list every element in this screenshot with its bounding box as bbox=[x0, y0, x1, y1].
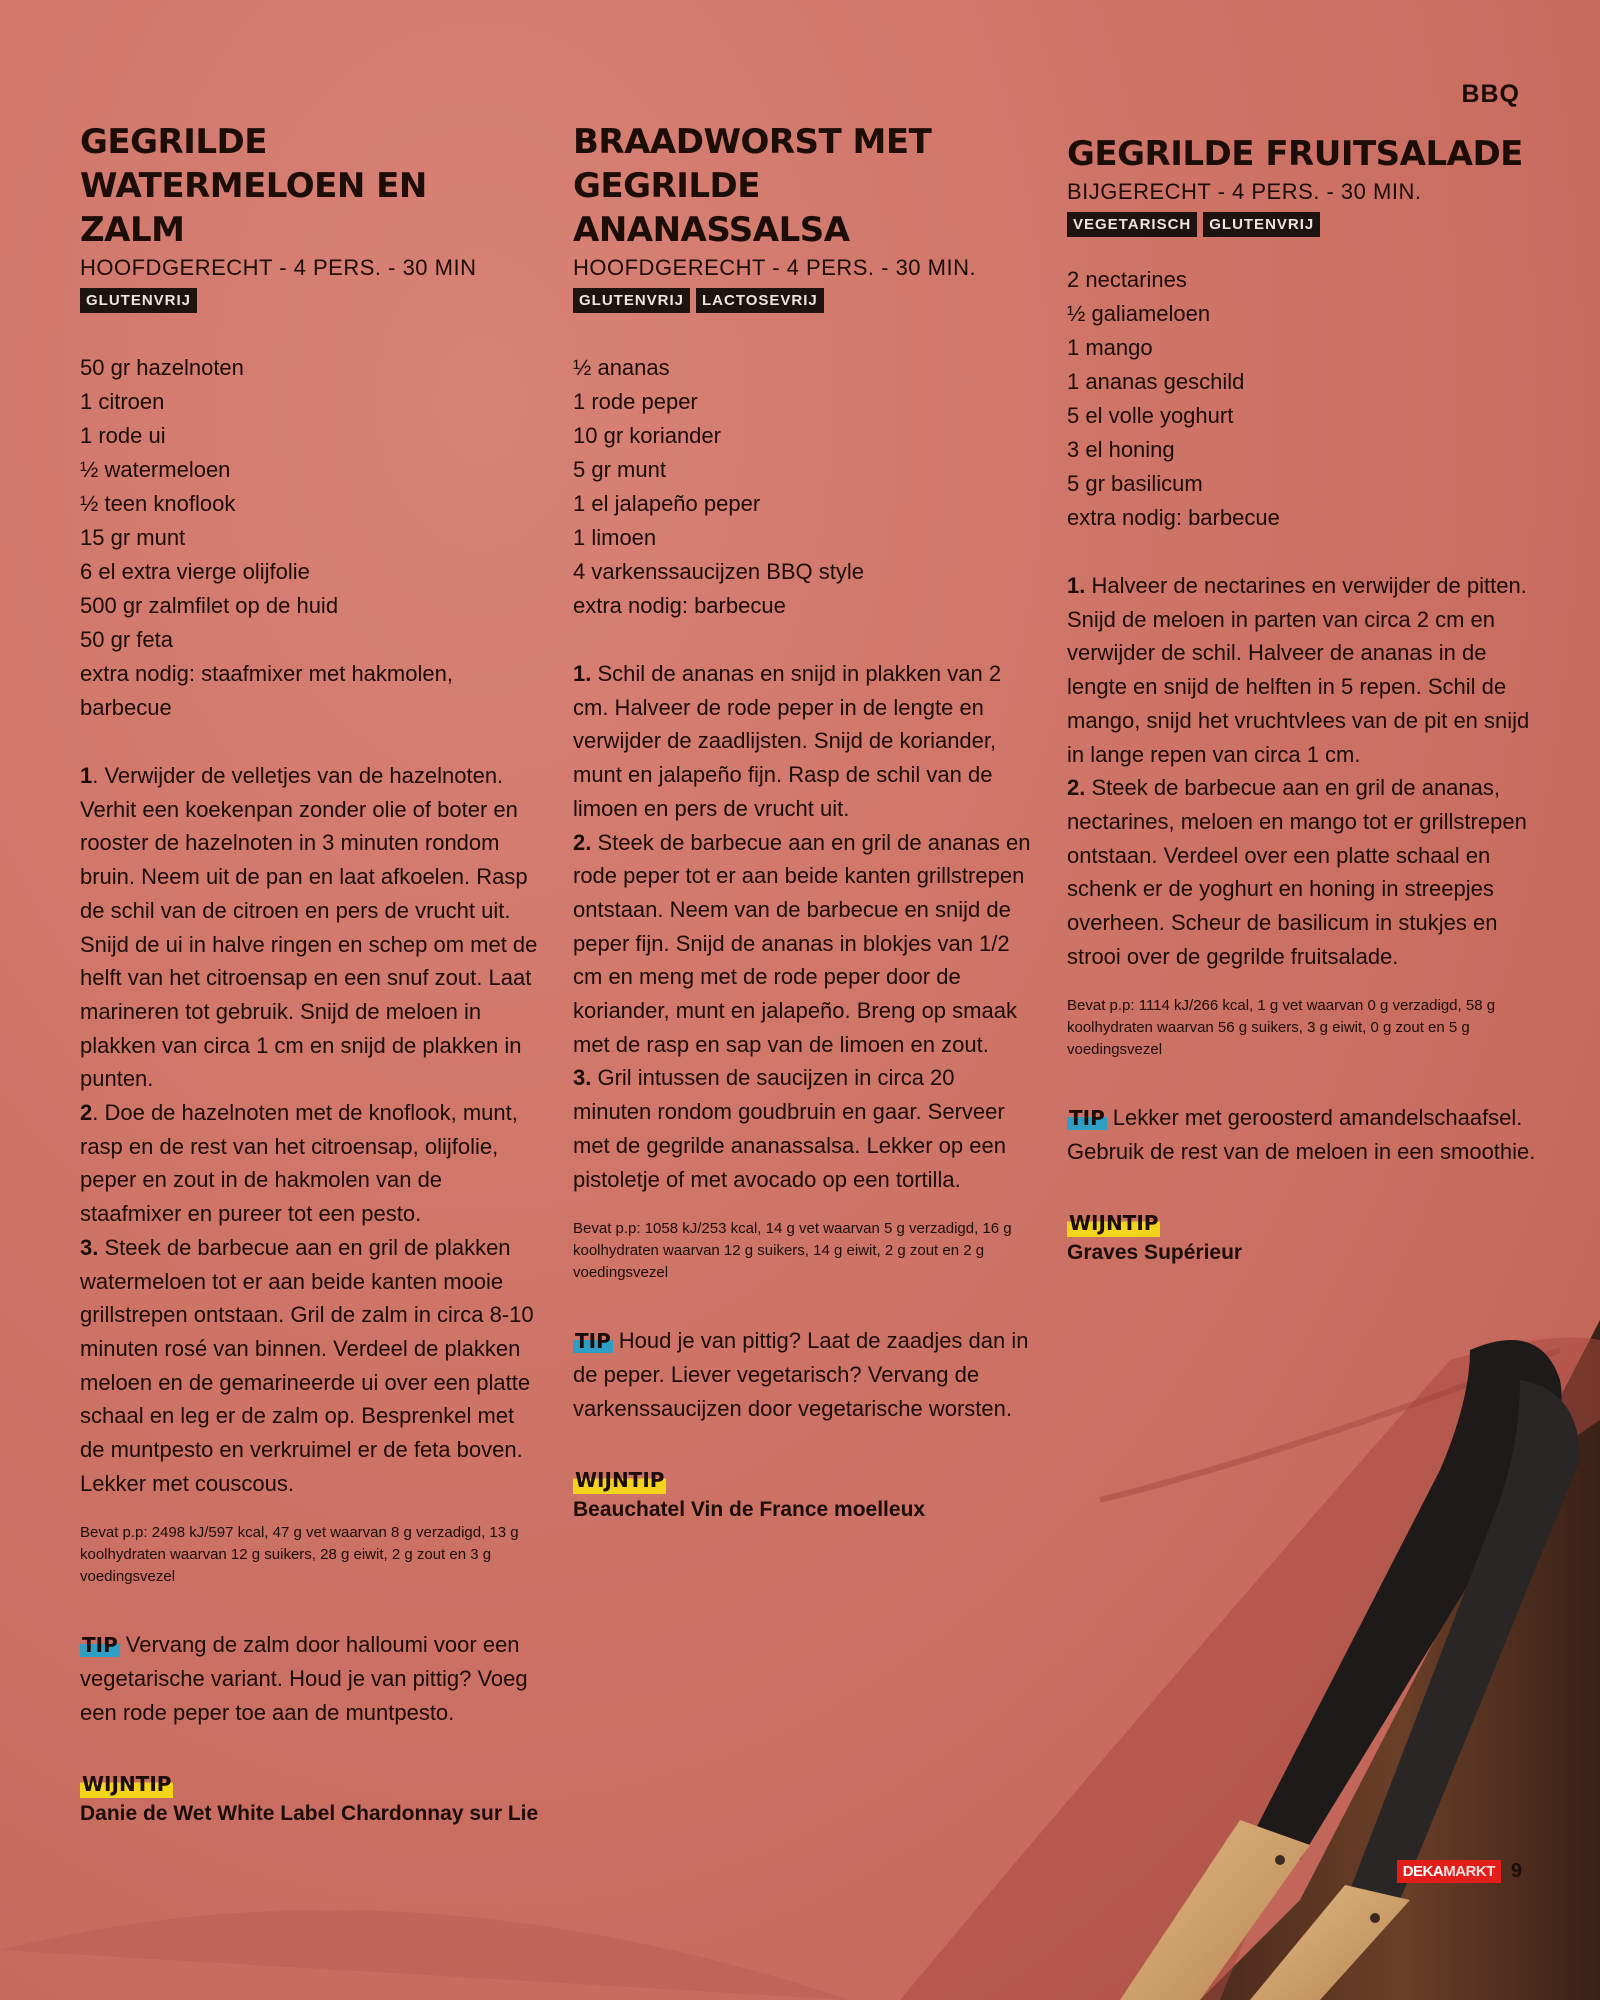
step bbox=[80, 1096, 540, 1231]
step bbox=[573, 657, 1033, 826]
preparation-steps bbox=[80, 759, 540, 1500]
preparation-steps bbox=[573, 657, 1033, 1196]
ingredient-list bbox=[80, 351, 540, 725]
step-text: Steek de barbecue aan en gril de ananas, nectarines, meloen en mango tot er grillstrepen ontstaan. Verdeel over een platte schaal en schenk er de yoghurt en honing in streepjes overheen. Scheur de basilicum in stukjes en strooi over de gegrilde fruitsalade. bbox=[1067, 775, 1527, 969]
step-number: 3. bbox=[573, 1065, 592, 1091]
ingredient-item: extra nodig: staafmixer met hakmolen, barbecue bbox=[80, 661, 453, 720]
step-text: . Verwijder de velletjes van de hazelnoten. Verhit een koekenpan zonder olie of boter en rooster de hazelnoten in 3 minuten rondom bruin. Neem uit de pan en laat afkoelen. Rasp de schil van de citroen en pers de vrucht uit. Snijd de ui in halve ringen en schep om met de helft van het citroensap en een snuf zout. Laat marineren tot gebruik. Snijd de meloen in plakken van circa 1 cm en snijd de plakken in punten. bbox=[80, 763, 538, 1092]
tip bbox=[80, 1628, 540, 1730]
step-number: 3. bbox=[80, 1234, 99, 1260]
recipe-subtitle: HOOFDGERECHT - 4 PERS. - 30 MIN. bbox=[573, 255, 977, 280]
recipe-title bbox=[1067, 132, 1537, 176]
recipe-title-line: GEGRILDE ANANASSALSA bbox=[573, 166, 850, 250]
ingredient-item: extra nodig: barbecue bbox=[1067, 505, 1280, 530]
ingredient-item: 1 ananas geschild bbox=[1067, 369, 1245, 394]
wine-name: Beauchatel Vin de France moelleux bbox=[573, 1498, 926, 1522]
recipe-tags bbox=[80, 288, 540, 313]
step-number: 2. bbox=[1067, 775, 1086, 801]
ingredient-item: 4 varkenssaucijzen BBQ style bbox=[573, 559, 865, 584]
step-text: Steek de barbecue aan en gril de plakken watermeloen tot er aan beide kanten mooie grillstrepen ontstaan. Gril de zalm in circa 8-10 minuten rosé van binnen. Verdeel de plakken meloen en de gemarineerde ui over een platte schaal en leg er de zalm op. Besprenkel met de muntpesto en verkruimel er de feta boven. Lekker met couscous. bbox=[80, 1234, 534, 1496]
step-number: 2 bbox=[80, 1100, 93, 1126]
wine-tip bbox=[1067, 1209, 1537, 1269]
step bbox=[573, 826, 1033, 1062]
tip-text: Lekker met geroosterd amandelschaafsel. Gebruik de rest van de meloen in een smoothie. bbox=[1067, 1105, 1536, 1165]
ingredient-item: extra nodig: barbecue bbox=[573, 593, 786, 618]
ingredient-list bbox=[573, 351, 1033, 623]
step-text: Steek de barbecue aan en gril de ananas en rode peper tot er aan beide kanten grillstrepen ontstaan. Neem van de barbecue en snijd de peper fijn. Snijd de ananas in blokjes van 1/2 cm en meng met de rode peper door de koriander, munt en jalapeño. Breng op smaak met de rasp en sap van de limoen en zout. bbox=[573, 829, 1031, 1057]
tip bbox=[573, 1324, 1033, 1426]
recipe-title bbox=[80, 120, 540, 252]
step-text: . Doe de hazelnoten met de knoflook, munt, rasp en de rest van het citroensap, olijfolie, peper en zout in de hakmolen van de staafmixer en pureer tot een pesto. bbox=[80, 1100, 518, 1227]
ingredient-list bbox=[1067, 263, 1537, 535]
tag-badge: GLUTENVRIJ bbox=[1203, 212, 1320, 237]
recipe-title-line: GEGRILDE bbox=[80, 122, 267, 162]
step-text: Schil de ananas en snijd in plakken van 2 cm. Halveer de rode peper in de lengte en verwijder de zaadlijsten. Snijd de koriander, munt en jalapeño fijn. Rasp de schil van de limoen en pers de vrucht uit. bbox=[573, 661, 1002, 821]
tag-badge: VEGETARISCH bbox=[1067, 212, 1197, 237]
step bbox=[1067, 771, 1537, 973]
logo-text-deka: DEKA bbox=[1402, 1863, 1444, 1880]
logo-text-markt: MARKT bbox=[1443, 1863, 1495, 1880]
step bbox=[573, 1061, 1033, 1196]
recipe-tags bbox=[1067, 212, 1537, 237]
tip-text: Vervang de zalm door halloumi voor een vegetarische variant. Houd je van pittig? Voeg een rode peper toe aan de muntpesto. bbox=[80, 1632, 528, 1726]
ingredient-item: 50 gr feta bbox=[80, 627, 173, 652]
step-number: 2. bbox=[573, 829, 592, 855]
preparation-steps bbox=[1067, 569, 1537, 973]
step-number: 1. bbox=[573, 661, 592, 686]
step bbox=[80, 1231, 540, 1501]
ingredient-item: 6 el extra vierge olijfolie bbox=[80, 559, 310, 584]
ingredient-item: 1 citroen bbox=[80, 389, 165, 414]
ingredient-item: 3 el honing bbox=[1067, 437, 1175, 462]
nutrition-info: Bevat p.p: 1058 kJ/253 kcal, 14 g vet waarvan 5 g verzadigd, 16 g koolhydraten waarvan 12 g suikers, 14 g eiwit, 2 g zout en 2 g voedingsvezel bbox=[573, 1220, 1012, 1282]
dekamarkt-logo bbox=[1397, 1860, 1501, 1883]
tip-label: TIP bbox=[575, 1329, 611, 1354]
nutrition-info: Bevat p.p: 1114 kJ/266 kcal, 1 g vet waarvan 0 g verzadigd, 58 g koolhydraten waarvan 56 g suikers, 3 g eiwit, 0 g zout en 5 g voedingsvezel bbox=[1067, 997, 1496, 1059]
ingredient-item: 50 gr hazelnoten bbox=[80, 355, 244, 380]
recipe-braadworst-ananassalsa bbox=[573, 120, 1033, 1526]
step bbox=[1067, 569, 1537, 771]
bbq-tongs-image bbox=[1000, 1300, 1600, 2000]
ingredient-item: ½ teen knoflook bbox=[80, 491, 236, 516]
ingredient-item: 1 rode peper bbox=[573, 389, 698, 414]
tip-label: TIP bbox=[82, 1633, 118, 1658]
step-number: 1. bbox=[1067, 573, 1086, 598]
ingredient-item: 1 rode ui bbox=[80, 423, 166, 448]
ingredient-item: ½ watermeloen bbox=[80, 457, 231, 482]
step-text: Halveer de nectarines en verwijder de pitten. Snijd de meloen in parten van circa 2 cm en verwijder de schil. Halveer de ananas in de lengte en snijd de helften in 5 repen. Schil de mango, snijd het vruchtvlees van de pit en snijd in lange repen van circa 1 cm. bbox=[1067, 573, 1530, 767]
step bbox=[80, 759, 540, 1096]
recipe-title-line: BRAADWORST MET bbox=[573, 122, 932, 162]
ingredient-item: 5 gr basilicum bbox=[1067, 471, 1203, 496]
tip-label: TIP bbox=[1069, 1106, 1105, 1131]
recipe-subtitle: HOOFDGERECHT - 4 PERS. - 30 MIN bbox=[80, 255, 477, 280]
ingredient-item: 2 nectarines bbox=[1067, 267, 1187, 292]
tag-badge: GLUTENVRIJ bbox=[80, 288, 197, 313]
wine-tip-label: WIJNTIP bbox=[1069, 1211, 1159, 1236]
ingredient-item: ½ ananas bbox=[573, 355, 670, 380]
ingredient-item: 15 gr munt bbox=[80, 525, 186, 550]
ingredient-item: 1 mango bbox=[1067, 335, 1153, 360]
tip bbox=[1067, 1101, 1537, 1169]
tip-text: Houd je van pittig? Laat de zaadjes dan in de peper. Liever vegetarisch? Vervang de varkenssaucijzen door vegetarische worsten. bbox=[573, 1328, 1029, 1422]
recipe-watermeloen-zalm bbox=[80, 120, 540, 1830]
recipe-subtitle: BIJGERECHT - 4 PERS. - 30 MIN. bbox=[1067, 179, 1422, 204]
recipe-title-line: WATERMELOEN EN ZALM bbox=[80, 166, 427, 250]
tag-badge: GLUTENVRIJ bbox=[573, 288, 690, 313]
ingredient-item: 1 limoen bbox=[573, 525, 657, 550]
recipe-gegrilde-fruitsalade bbox=[1067, 132, 1537, 1269]
wine-name: Graves Supérieur bbox=[1067, 1241, 1243, 1265]
ingredient-item: 500 gr zalmfilet op de huid bbox=[80, 593, 339, 618]
page-number: 9 bbox=[1510, 1860, 1522, 1882]
wine-tip-label: WIJNTIP bbox=[82, 1772, 172, 1797]
recipe-title-line: GEGRILDE FRUITSALADE bbox=[1067, 134, 1523, 174]
recipe-title bbox=[573, 120, 1033, 252]
section-label: BBQ bbox=[1461, 80, 1520, 108]
nutrition-info: Bevat p.p: 2498 kJ/597 kcal, 47 g vet waarvan 8 g verzadigd, 13 g koolhydraten waarvan 12 g suikers, 28 g eiwit, 2 g zout en 3 g voedingsvezel bbox=[80, 1524, 519, 1586]
wine-tip-label: WIJNTIP bbox=[575, 1468, 665, 1493]
step-number: 1 bbox=[80, 763, 93, 788]
ingredient-item: 1 el jalapeño peper bbox=[573, 491, 761, 516]
ingredient-item: ½ galiameloen bbox=[1067, 301, 1211, 326]
recipe-tags bbox=[573, 288, 1033, 313]
ingredient-item: 5 gr munt bbox=[573, 457, 666, 482]
wine-tip bbox=[80, 1770, 540, 1830]
ingredient-item: 5 el volle yoghurt bbox=[1067, 403, 1234, 428]
tag-badge: LACTOSEVRIJ bbox=[696, 288, 824, 313]
page-footer bbox=[1397, 1860, 1522, 1883]
wine-tip bbox=[573, 1466, 1033, 1526]
step-text: Gril intussen de saucijzen in circa 20 minuten rondom goudbruin en gaar. Serveer met de gegrilde ananassalsa. Lekker op een pistoletje of met avocado op een tortilla. bbox=[573, 1065, 1006, 1192]
ingredient-item: 10 gr koriander bbox=[573, 423, 721, 448]
wine-name: Danie de Wet White Label Chardonnay sur Lie bbox=[80, 1802, 539, 1826]
